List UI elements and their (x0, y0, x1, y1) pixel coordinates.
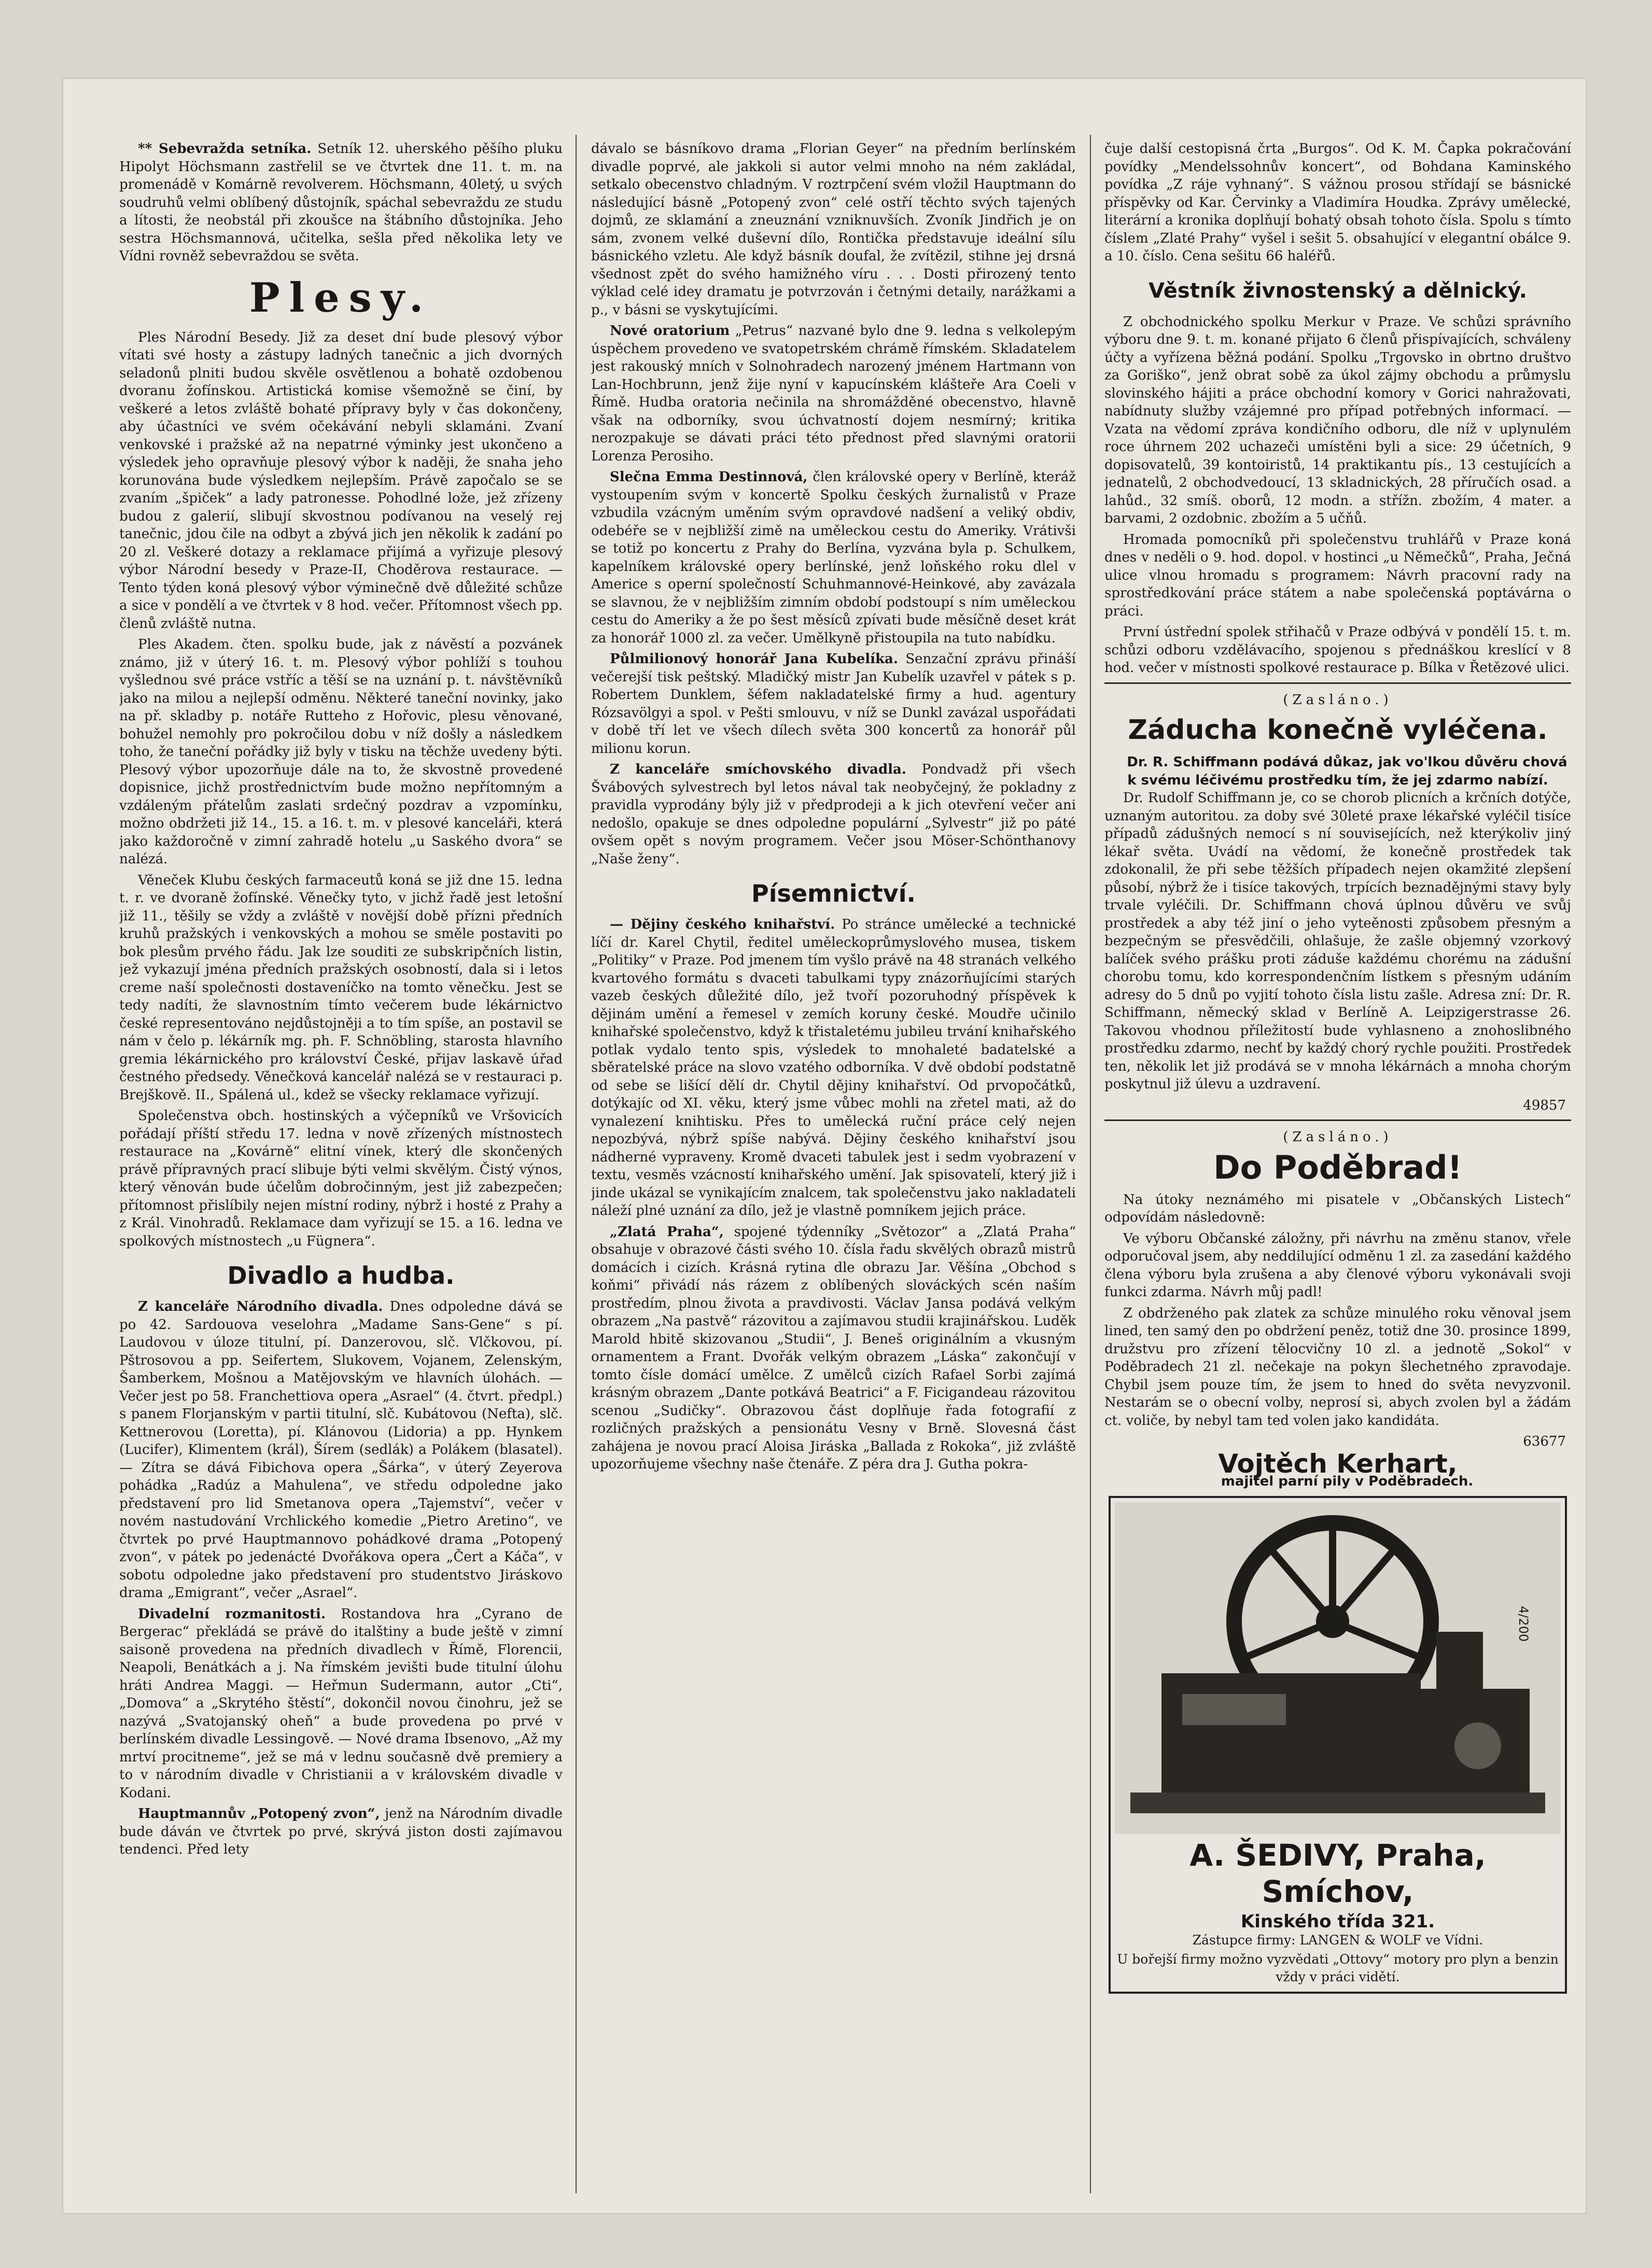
article-ples-akadem: Ples Akadem. čten. spolku bude, jak z návěstí a pozvánek známo, již v úterý 16. t. m. Plesový výbor pohlíží s touhou vyšlednou své práce vstříc a těší se na uznání p. t. návštěvníků jako na milou a nejlepší odměnu. Některé taneční novinky, jako na př. skladby p. notáře Rutteho z Hořovic, plesu věnované, bohužel nemohly pro pokročilou dobu v níž došly a následkem toho, že taneční pořádky již byly v tisku na těchže uvedeny býti. Plesový výbor upozorňuje dále na to, že skvostně provedené dopisnice, jichž prostřednictvím bude možno nepřítomným a vzdáleným přátelům zaslati srdečný pozdrav a vzpomínku, možno obdržeti již 14., 15. a 16. t. m. v plesové kanceláři, která jako každoročně v zimní zahradě hotelu „u Saského dvora“ se nalézá. (119, 637, 563, 867)
article-zlata-praha-cont: čuje další cestopisná črta „Burgos“. Od K. M. Čapka pokračování povídky „Mendelssohnův koncert“, od Bohdana Kaminského povídka „Z ráje vyhnaný“. S vážnou prosou střídají se básnické příspěvky od Kar. Červinky a Vladimíra Houdka. Zprávy umělecké, literární a kronika doplňují bohatý obsah tohoto čísla. Spolu s tímto číslem „Zlaté Prahy“ vyšel i sešit 5. obsahující v elegantní obálce 9. a 10. číslo. Cena sešitu 66 haléřů. (1104, 141, 1571, 264)
ad-zaslano-label: (Zasláno.) (1283, 692, 1393, 708)
section-title-plesy: Plesy. (249, 274, 433, 321)
article-smichov-divadlo: Z kanceláře smíchovského divadla. Pondvadž při všech Švábových sylvestrech byl letos nával tak neobyčejný, že pokladny z pravidla vyprodány býly již v předprodeji a k jich otevření večer ani nedošlo, opakuje se dnes odpoledne populární „Sylvestr“ již po páté ovšem opět s novým programem. Večer jsou Möser-Schönthanovy „Naše ženy“. (591, 762, 1076, 867)
article-kubelik: Půlmilionový honorář Jana Kubelíka. Senzační zprávu přináší večerejší tisk peštský. Mladičký mistr Jan Kubelík uzavřel v pátek s p. Robertem Dunklem, šéfem nakladatelské firmy a hud. agentury Rózsavölgyi a spol. v Pešti smlouvu, v níž se Dunkl zavázal uspořádati v době tří let ve všech dílech světa 300 koncertů za honorář půl milionu korun. (591, 651, 1076, 757)
ad-podebrady-body2: Z obdrženého pak zlatek za schůze minulého roku věnoval jsem lined, ten samý den po obdržení peněz, totiž dne 30. prosince 1899, družstvu pro zřízení tělocvičny 10 zl. a jednotě „Sokol“ v Poděbradech 21 zl. nečekaje na pokyn šlechetného zpravodaje. Chybil jsem pouze tím, že jsem to hned do světa nevyzvonil. Nestarám se o obecní volby, neprosí si, abych zvolen byl a žádám ct. voliče, by nebyl tam ted volen jako kandidáta. (1104, 1305, 1571, 1429)
ad-podebrady-title: Do Poděbrad! (1213, 1148, 1462, 1186)
article-dejiny-knihařstvi: — Dějiny českého knihařství. Po stránce umělecké a technické líčí dr. Karel Chytil, ředitel uměleckoprůmyslového musea, tiskem „Politiky“ v Praze. Pod jmenem tím vyšlo právě na 48 stranách velkého kvartového formátu s dvaceti tabulkami typy znázorňujícími starých vazeb českých důležité dílo, jež tvoří pozoruhodný příspěvek k dějinám umění a řemesel v zemích koruny české. Moudře učinilo knihařské společenstvo, když k třistaletému jubileu trvání knihařského potlak vydalo tento spis, výsledek to mnohaleté badatelské a sběratelské práce na slovo vzatého odborníka. V dvě období podstatně od sebe se lišící dělí dr. Chytil dějiny knihařství. Od prvopočátků, dotýkajíc od XI. věku, který jsme vůbec mohli na zřetel mati, až do vynalezení knihtisku. Přes to umělecká ruční práce celý nejen nepozbývá, nýbrž spíše nabývá. Dějiny českého knihařství jsou nádherné vypraveny. Kromě dvaceti tabulek jest i sedm vyobrazení v textu, vesměs vzácností knihařského umění. Jak spisovatelí, který již i jinde ukázal se vynikajícím znalcem, tak společenstvu jako nakladateli náleží plné uznání za dílo, jež je vlastně pomníkem jejich práce. (591, 917, 1076, 1219)
divider (1104, 1119, 1571, 1121)
ad-zaducha-number: 49857 (1523, 1097, 1566, 1113)
section-title-vestnik: Věstník živnostenský a dělnický. (1149, 278, 1527, 303)
ad-zaducha-body: Dr. Rudolf Schiffmann je, co se chorob plicních a krčních dotýče, uznaným autoritou. za doby své 30leté praxe lékařské vyléčil tisíce případů zádušných nemocí s ní souvisejících, než kterýkoliv jiný lékař světa. Uvádí na vědomí, že konečně prostředek tak zdokonalil, že při sebe těžších případech nejen okamžité zlepšení působí, nýbrž že i tisíce takových, trpících beznadějnými stavy byly trvale vyléčili. Dr. Schiffmann chová úplnou důvěru ve svůj prostředek a aby též jiní o jeho vyteěnosti způsobem přesným a bezpečným se přesvědčili, ohlašuje, že zašle objemný vzorkový balíček svého prášku proti záduše každému chorému na zádušní chorobu tomu, kdo korrespondenčním lístkem s přesným udáním adresy do 5 dnů po vyjití tohoto čísla listu zašle. Adresa zní: Dr. R. Schiffmann, německý sklad v Berlíně A. Leipzigerstrasse 26. Takovou vhodnou příležitostí bude vyhlasneno a znohoslibného prostředku zdarmo, nechť by každý chorý rychle použiti. Prostředek ten, několik let již prodává se v mnoha lékárnách a mnoha chorým poskytnul již úlevu a uzdravení. (1104, 790, 1571, 1092)
article-rozmanitosti: Divadelní rozmanitosti. Rostandova hra „Cyrano de Bergerac“ překládá se právě do italštiny a bude ještě v zimní saisoně provedena na předních divadlech v Římě, Florencii, Neapoli, Benátkách a j. Na římském jevišti bude titulní úlohu hráti Andrea Maggi. — Heřmun Sudermann, autor „Cti“, „Domova“ a „Skrytého štěstí“, dokončil novou činohru, jež se nazývá „Svatojanský oheň“ a bude provedena po prvé v berlínském divadle Lessingově. — Nové drama Ibsenovo, „Až my mrtví procitneme“, jež se má v lednu současně dvě premiery a to v národním divadle v Christianii a v královském divadle v Kodani. (119, 1606, 563, 1801)
ad-sedivy-agent: Zástupce firmy: LANGEN & WOLF ve Vídni. (1192, 1933, 1483, 1948)
divider (1104, 682, 1571, 684)
section-title-pisemnictvi: Písemnictví. (751, 879, 916, 907)
column-3 (1104, 140, 1571, 2204)
article-spolecenstva: Společenstva obch. hostinských a výčepníků ve Vršovicích pořádají příští středu 17. ledna v nově zřízených místnostech restaurace na „Kovárně“ elitní vínek, který dle skončených právě přípravných prací slibuje býti velmi skvělým. Čistý výnos, který věnován bude účelům dobročinným, jest již zabezpečen; přítomnost přislíbily nejen místní rodiny, nýbrž i hosté z Prahy a z Král. Vinohradů. Reklamace dam vyřizují se 15. a 16. ledna ve spolkových místnostech „u Fügnera“. (119, 1108, 563, 1249)
newspaper-page (62, 78, 1587, 2214)
article-hauptmann-cont: dávalo se básníkovo drama „Florian Geyer“ na předním berlínském divadle poprvé, ale jakkoli si autor velmi mnoho na ném zakládal, setkalo obecenstvo chladným. V roztrpčení svém vložil Hauptmann do následující básně „Potopený zvon“ celé ostří těchto svých tajených dojmů, ze sklamání a zneuznání vzniknuvších. Zvoník Jindřich je on sám, zvonem velké duševní dílo, Rontička představuje ideální sílu básnického vzletu. Ale když básník doufal, že zvítězil, stihne jej drsná všednost zpět do svého hamižného víru . . . Dosti přirozený tento výklad celé idey dramatu je potvrzován i četnými detaily, narážkami a p., v básni se vyskytujícími. (591, 141, 1076, 318)
article-narodni-divadlo: Z kanceláře Národního divadla. Dnes odpoledne dává se po 42. Sardouova veselohra „Madame Sans-Gene“ s pí. Laudovou v úloze titulní, pí. Danzerovou, slč. Vlčkovou, pí. Pštrosovou a pp. Seifertem, Slukovem, Vojanem, Zelenským, Šamberkem, Mošnou a Matějovským ve hlavních úlohách. — Večer jest po 58. Franchettiova opera „Asrael“ (4. čtvrt. předpl.) s panem Florjanským v partii titulní, slč. Kubátovou (Nefta), slč. Kettnerovou (Loretta), pí. Klánovou (Lidoria) a pp. Hynkem (Lucifer), Klimentem (král), Šírem (sedlák) a Polákem (blasatel). — Zítra se dává Fibichova opera „Šárka“, v úterý Zeyerova pohádka „Radúz a Mahulena“, ve středu odpoledne jako představení pro lid Smetanova opera „Tajemství“, večer v novém nastudování Vrchlického komedie „Pietro Aretino“, ve čtvrtek po prvé Hauptmannovo pohádkové drama „Potopený zvon“, v pátek po jedenácté Dvořákova opera „Čert a Káča“, v sobotu odpoledne jako představení pro studentstvo Jiráskovo drama „Emigrant“, večer „Asrael“. (119, 1299, 563, 1601)
ad-sedivy-box (1109, 1496, 1567, 1994)
ad-podebrady-intro: Na útoky neznámého mi pisatele v „Občanských Listech“ odpovídám následovně: (1104, 1192, 1571, 1225)
ad-sedivy-name: A. ŠEDIVY, Praha, Smíchov, (1189, 1837, 1486, 1909)
article-hauptmann: Hauptmannův „Potopený zvon“, jenž na Národním divadle bude dáván ve čtvrtek po prvé, skrývá jiston dosti zajímavou tendenci. Před lety (119, 1806, 563, 1857)
ad-signature-title: majitel parní pily v Poděbradech. (1221, 1474, 1474, 1489)
ad-podebrady-number: 63677 (1523, 1434, 1566, 1449)
ad-zaslano-label: (Zasláno.) (1283, 1129, 1393, 1145)
ad-podebrady-body: Ve výboru Občanské záložny, při návrhu na změnu stanov, vřele odporučoval jsem, aby neddilující odměnu 1 zl. za zasedání každého člena výboru byla zrušena a aby členové výboru vykonávali svoji funkci zdarma. Návrh můj padl! (1104, 1230, 1571, 1300)
ad-sedivy-footer: U bořejší firmy možno vyzvědati „Ottovy“ motory pro plyn a benzin vždy v práci vidětí. (1117, 1951, 1559, 1984)
article-zlata-praha: „Zlatá Praha“, spojené týdenníky „Světozor“ a „Zlatá Praha“ obsahuje v obrazové části svého 10. čísla řadu skvělých obrazů mistrů domácích i cizích. Krásná rytina dle obrazu Jar. Věšína „Obchod s koňmi“ přivádí nás rázem z oblíbených slováckých scén naším prostředím, plnou života a pravdivosti. Václav Jansa podává velkým obrazem „Na pastvě“ rázovitou a zajímavou studii krajinářskou. Luděk Marold hbitě skizovanou „Studii“, J. Beneš originálním a vkusným ornamentem a Frant. Dvořák velkým obrazem „Láska“ zakončují v tomto čísle domácí umělce. Z umělců cizích Rafael Sorbi zajímá krásným obrazem „Dante potkává Beatrici“ a F. Ficigandeau rázovitou scenou „Sudičky“. Obrazovou část doplňuje řada fotografií z rozličných pražských a pensionátu Vesny v Brně. Slovesná část zahájena je novou prací Aloisa Jiráska „Ballada z Rokoka“, již zvláště upozorňujeme všechny naše čtenáře. Z péra dra J. Gutha pokra- (591, 1224, 1076, 1472)
article-sebevrazda: ** Sebevražda setníka. Setník 12. uherského pěšího pluku Hipolyt Höchsmann zastřelil se ve čtvrtek dne 11. t. m. na promenádě v Komárně revolverem. Höchsmann, 40letý, u svých soudruhů velmi oblíbený důstojník, spáchal sebevraždu ze studu a lítosti, že neobstál při zkoušce na štábního důstojníka. Jeho sestra Höchsmannová, učitelka, sešla před několika lety ve Vídni rovněž sebevraždou se světa. (119, 141, 563, 264)
article-venecek: Věneček Klubu českých farmaceutů koná se již dne 15. ledna t. r. ve dvoraně žofínské. Věnečky tyto, v jichž řadě jest letošní již 11., těšily se vždy a zvláště v novější době přízni předních kruhů pražských i venkovských a mohou se směle postaviti po bok plesům prvého řádu. Jak lze souditi ze subskripčních listin, jež vykazují jména předních pražských osobností, dala si i letos creme naší společnosti dostaveníčko na tomto věnečku. Jest se tedy nadíti, že slavnostním tímto večerem bude lékárnictvo české representováno nejdůstojněji a to tím spíše, an postavil se nám v čelo p. lékárník mg. ph. F. Schnöbling, starosta hlavního gremia lékárnického pro království České, přijav laskavě úřad čestného předsedy. Věnečková kancelář nalézá se v restauraci p. Brejškově. II., Spálená ul., kdež se všecky reklamace vyřizují. (119, 872, 563, 1103)
article-strihaci: První ústřední spolek střihačů v Praze odbývá v pondělí 15. t. m. schůzi odboru vzdělávacího, spojenou s přednáškou kreslící v 8 hod. večer v místnosti spolkové restaurace p. Bílka v Řetězové ulici. (1104, 624, 1571, 676)
ad-zaducha-title: Záducha konečně vyléčena. (1128, 715, 1548, 746)
engine-illustration (1115, 1502, 1561, 1834)
article-destinnova: Slečna Emma Destinnová, člen královské opery v Berlíně, kteráž vystoupením svým v koncertě Spolku českých žurnalistů v Praze vzbudila vzácným uměním svým opravdové nadšení a veliký obdiv, odebéře se v nejbližší zimě na uměleckou cestu do Ameriky. Vrátivši se totiž po koncertu z Prahy do Berlína, vyzvána byla p. Schulkem, kapelníkem královské opery berlínské, jenž loňského roku dlel v Americe s operní společností Schuhmannové-Heinkové, aby zavázala se slavnou, že v nejbližším zimním období podstoupí s ním uměleckou cestu do Ameriky a že po šest měsíců zpívati bude měsíčně deset krát za honorář 1000 zl. za večer. Umělkyně přistoupila na tuto nabídku. (591, 469, 1076, 646)
ad-zaducha-bold: Dr. R. Schiffmann podává důkaz, jak vo'lkou důvěru chová k svému léčivému prostředku tím, že jej zdarmo nabízí. (1127, 754, 1567, 788)
ad-sedivy-address: Kinského třída 321. (1240, 1911, 1435, 1932)
article-oratorium: Nové oratorium „Petrus“ nazvané bylo dne 9. ledna s velkolepým úspěchem provedeno ve svatopetrském chrámě římském. Skladatelem jest rakouský mních v Solnohradech narozený jménem Hartmann von Lan-Hochbrunn, jenž žije nyní v kapucínském klášteře Ara Coeli v Římě. Hudba oratoria nečinila na shromážděné obecenstvo, hlavně však na odborníky, svou úchvatností dojem nesmírný; kritika nerozpakuje se dávati práci této přednost před slavnými oratorii Lorenza Perosiho. (591, 323, 1076, 464)
engine-serial: 4/200 (1516, 1605, 1531, 1642)
article-truhlari: Hromada pomocníků při společenstvu truhlářů v Praze koná dnes v neděli o 9. hod. dopol. v hostinci „u Němečků“, Praha, Ječná ulice vlnou hromadu s programem: Návrh pracovní rady na sprostředkování práce státem a nabe společenská poptávárna o práci. (1104, 531, 1571, 619)
column-rule-1 (576, 135, 577, 2193)
ad-signature-name: Vojtěch Kerhart, (1218, 1448, 1458, 1479)
column-rule-2 (1090, 135, 1091, 2193)
column-2 (591, 140, 1076, 2204)
article-merkur: Z obchodnického spolku Merkur v Praze. Ve schůzi správního výboru dne 9. t. m. konané přijato 6 členů přispívajících, schváleny účty a vyřízena běžná podání. Spolku „Trgovsko in obrtno društvo za Goriško“, jenž obrat sobě za úkol zájmy obchodu a průmyslu slovinského hájiti a práce obchodní komory v Gorici nahražovati, nabídnuty služby vzájemné pro případ potřebných informací. — Vzata na vědomí zpráva kondičního odboru, dle níž v uplynulém roce úhrnem 202 uchazeči umístěni byli a sice: 29 účetních, 9 dopisovatelů, 39 kontoiristů, 14 praktikantu pís., 13 cestujících a jednatelů, 2 obchodvedoucí, 13 skladnických, 28 příručích osad. a lahůd., 32 smíš. oborů, 12 modn. a střížn. zbožím, 4 mater. a barvami, 2 ozdobnic. zbožím a 5 učňů. (1104, 314, 1571, 526)
column-1 (119, 140, 563, 2204)
article-ples-narodni-besedy: Ples Národní Besedy. Již za deset dní bude plesový výbor vítati své hosty a zástupy ladných tanečnic a jich dvorných seladonů plniti budou skvěle osvětlenou a bohatě ozdobenou dvoranu žofínskou. Artistická komise všemožně se činí, by veškeré a letos zvláště bohaté přípravy byly v čas dokončeny, aby účastníci ve svém očekávání nebyli sklamáni. Zvaní venkovské i pražské až na nepatrné výminky jest ukončeno a výsledek jeho opravňuje plesový výbor k naději, že snaha jeho korunována bude výsledkem nejlepším. Právě započalo se se zvaním „špiček“ a lady patronesse. Pohodlné lože, jež zřízeny budou z galerií, slibují skvostnou podívanou na veselý rej tanečnic, jdou čile na odbyt a zbývá jich jen několik k zadání po 20 zl. Veškeré dotazy a reklamace přijímá a vyřizuje plesový výbor Národní besedy v Praze-II, Choděrova restaurace. — Tento týden koná plesový výbor výminečně dvě důležité schůze a sice v pondělí a ve čtvrtek v 8 hod. večer. Přítomnost všech pp. členů zvláště nutna. (119, 329, 563, 632)
section-title-divadlo: Divadlo a hudba. (227, 1262, 455, 1290)
